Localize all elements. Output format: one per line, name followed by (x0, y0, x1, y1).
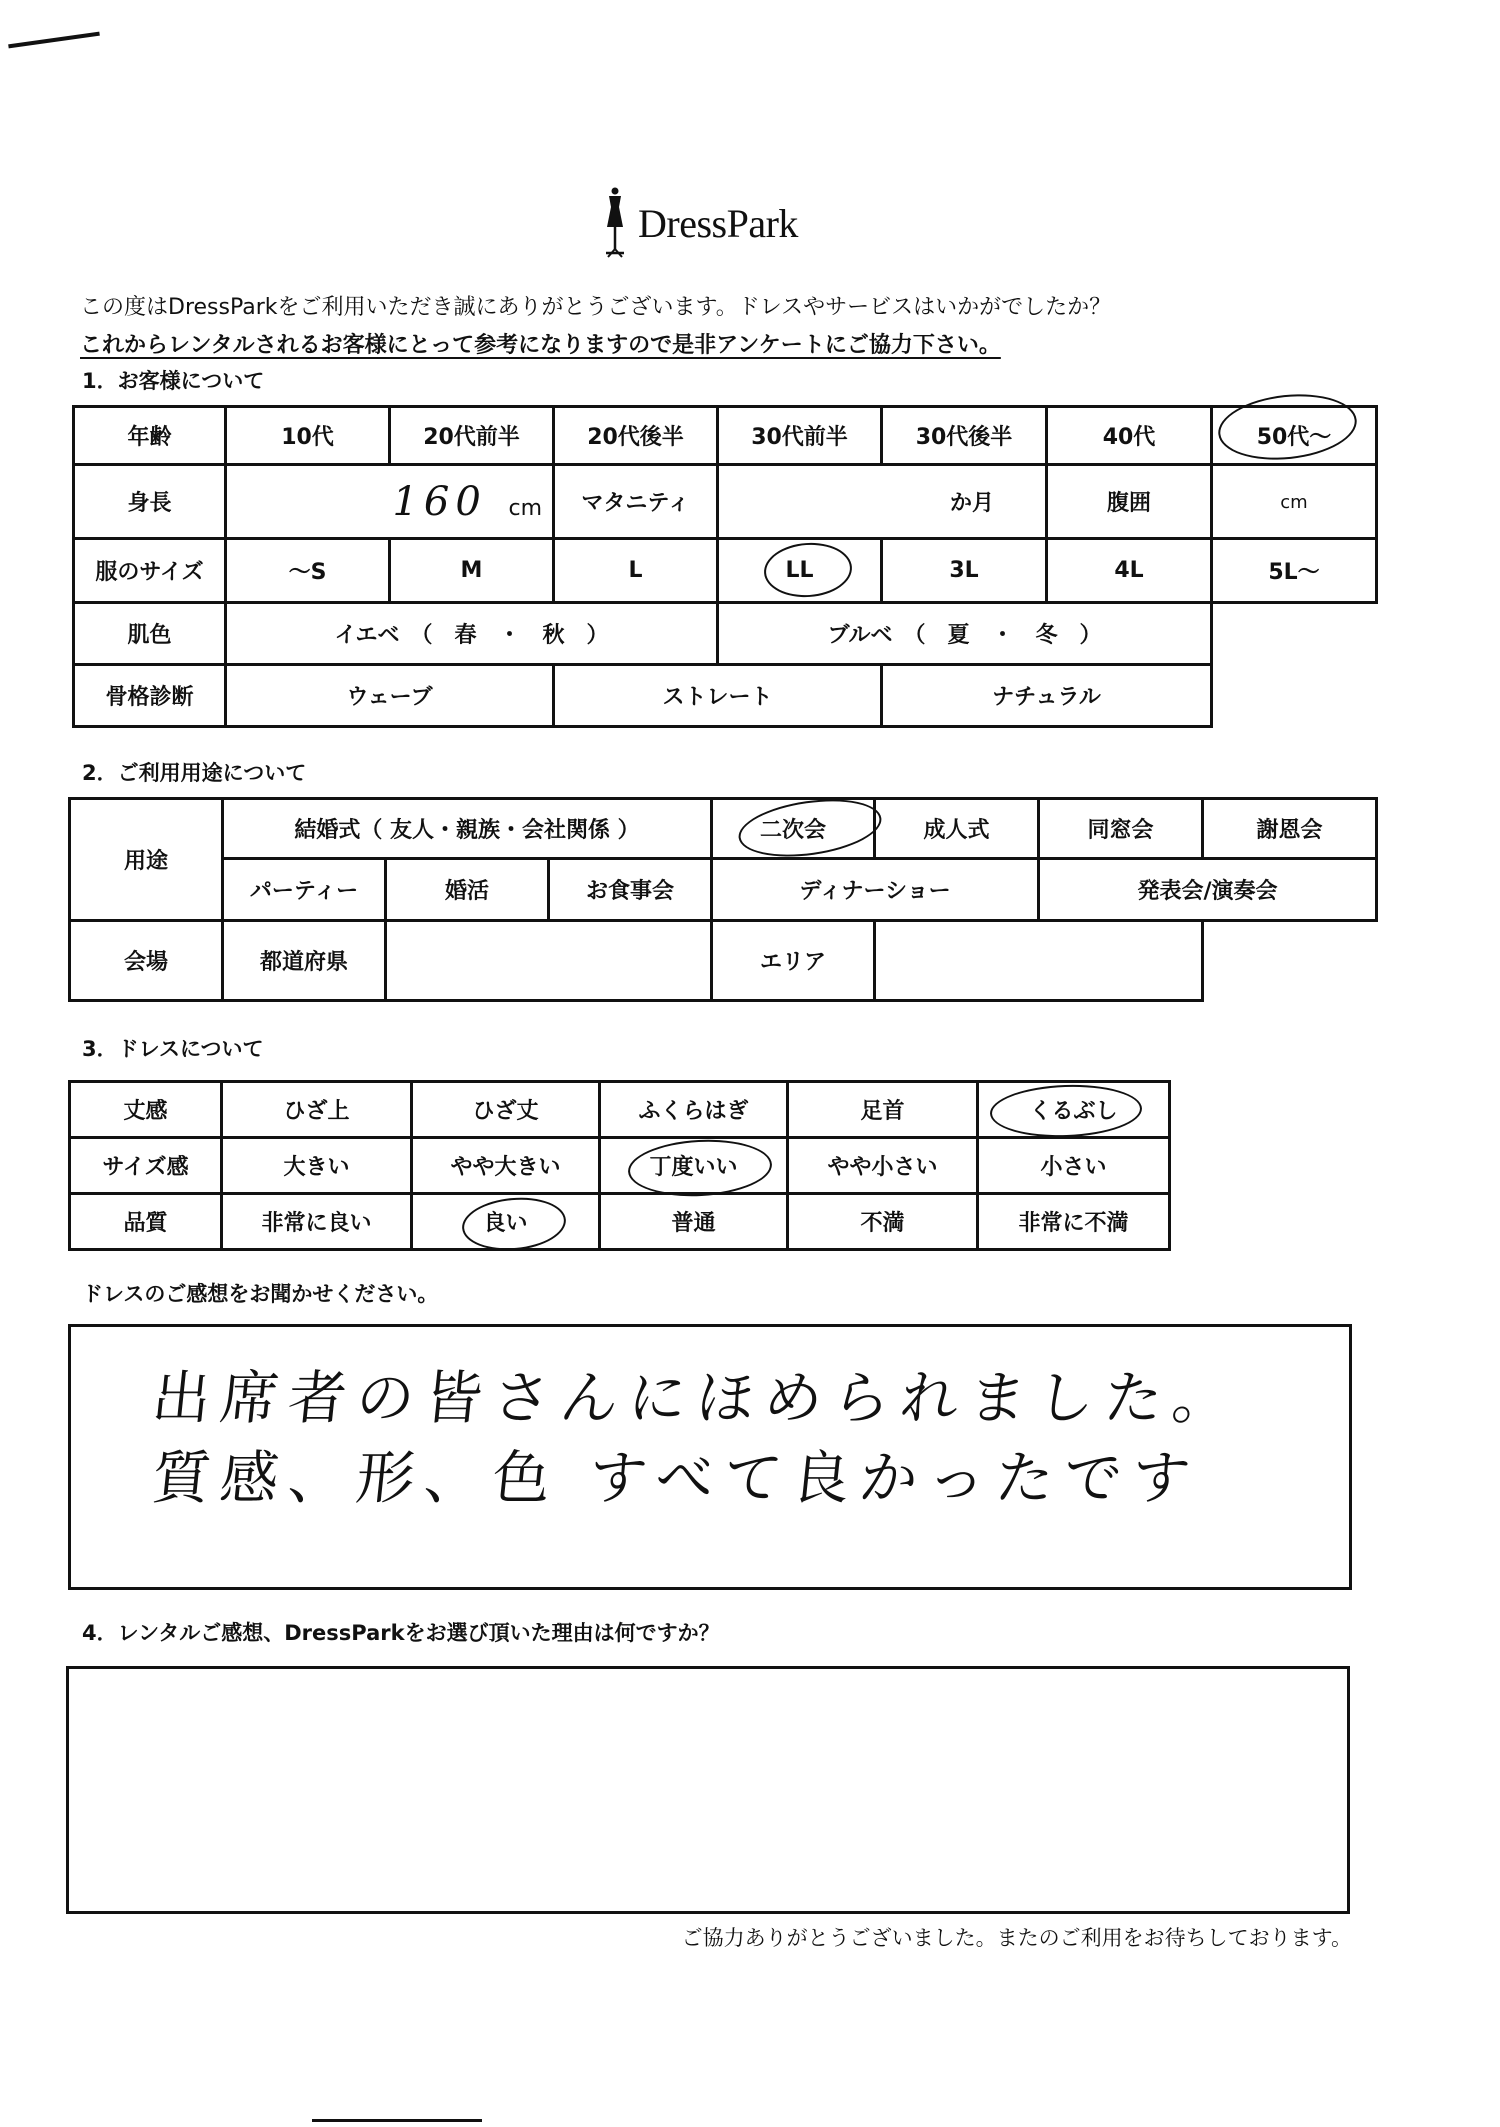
section-2-title: 2．ご利用用途について (82, 761, 307, 785)
maternity-field[interactable] (718, 465, 1047, 539)
age-option-selected[interactable]: 50代～ (1212, 407, 1377, 465)
size-option[interactable]: 5L～ (1212, 539, 1377, 603)
area-label: エリア (712, 921, 875, 1001)
skin-row (74, 603, 1377, 665)
size-option[interactable]: ～S (226, 539, 390, 603)
section-4-title: 4．レンタルご感想、DressParkをお選び頂いた理由は何ですか？ (82, 1621, 720, 1645)
intro-line-2: これからレンタルされるお客様にとって参考になりますので是非アンケートにご協力下さい。 (80, 333, 1001, 358)
length-option[interactable]: ふくらはぎ (600, 1082, 788, 1138)
length-label: 丈感 (70, 1082, 222, 1138)
purpose-option[interactable]: 婚活 (386, 859, 549, 921)
purpose-row-2 (70, 859, 1377, 921)
skin-label: 肌色 (74, 603, 226, 665)
size-option[interactable]: L (554, 539, 718, 603)
purpose-option-selected[interactable]: 二次会 (712, 799, 875, 859)
frame-option[interactable]: ナチュラル (882, 665, 1212, 727)
scan-mark-top (8, 32, 100, 49)
empty-cell (1212, 603, 1377, 665)
scan-mark-bottom (312, 2119, 482, 2122)
size-option[interactable]: 3L (882, 539, 1047, 603)
age-option[interactable]: 10代 (226, 407, 390, 465)
age-label: 年齢 (74, 407, 226, 465)
height-value: 160 (392, 478, 487, 525)
frame-label: 骨格診断 (74, 665, 226, 727)
quality-option[interactable]: 非常に良い (222, 1194, 412, 1250)
age-option[interactable]: 30代後半 (882, 407, 1047, 465)
waist-label: 腹囲 (1047, 465, 1212, 539)
empty-cell (1212, 665, 1377, 727)
impressions-line-1: 出席者の皆さんにほめられました。 (148, 1364, 1245, 1432)
purpose-option[interactable]: 成人式 (875, 799, 1039, 859)
age-option[interactable]: 30代前半 (718, 407, 882, 465)
skin-blue-option[interactable]: ブルベ （ 夏 ・ 冬 ） (718, 603, 1212, 665)
fit-option[interactable]: やや小さい (788, 1138, 978, 1194)
prefecture-label: 都道府県 (223, 921, 386, 1001)
empty-cell (1203, 921, 1377, 1001)
fit-row (70, 1138, 1170, 1194)
intro-line-1: この度はDressParkをご利用いただき誠にありがとうございます。ドレスやサービスはいかがでしたか？ (80, 295, 1112, 320)
size-option[interactable]: 4L (1047, 539, 1212, 603)
size-label: 服のサイズ (74, 539, 226, 603)
purpose-option[interactable]: お食事会 (549, 859, 712, 921)
brand-name: DressPark (638, 200, 798, 246)
size-row (74, 539, 1377, 603)
frame-option[interactable]: ウェーブ (226, 665, 554, 727)
frame-option[interactable]: ストレート (554, 665, 882, 727)
section-3-title: 3．ドレスについて (82, 1037, 264, 1061)
purpose-option[interactable]: パーティー (223, 859, 386, 921)
skin-yellow-option[interactable]: イエベ （ 春 ・ 秋 ） (226, 603, 718, 665)
height-field[interactable] (226, 465, 554, 539)
maternity-label: マタニティ (554, 465, 718, 539)
area-field[interactable] (875, 921, 1203, 1001)
dress-form-icon (600, 187, 630, 259)
usage-table (68, 797, 1378, 1002)
quality-option[interactable]: 非常に不満 (978, 1194, 1170, 1250)
age-option[interactable]: 20代前半 (390, 407, 554, 465)
venue-label: 会場 (70, 921, 223, 1001)
age-row (74, 407, 1377, 465)
quality-option[interactable]: 不満 (788, 1194, 978, 1250)
height-unit: cm (508, 495, 542, 521)
fit-option[interactable]: やや大きい (412, 1138, 600, 1194)
quality-row (70, 1194, 1170, 1250)
section-4-answer-box[interactable] (66, 1666, 1350, 1914)
purpose-option[interactable]: 同窓会 (1039, 799, 1203, 859)
length-option[interactable]: 足首 (788, 1082, 978, 1138)
age-option[interactable]: 20代後半 (554, 407, 718, 465)
quality-label: 品質 (70, 1194, 222, 1250)
frame-row (74, 665, 1377, 727)
prefecture-field[interactable] (386, 921, 712, 1001)
length-option[interactable]: ひざ上 (222, 1082, 412, 1138)
footer-thanks: ご協力ありがとうございました。またのご利用をお待ちしております。 (681, 1926, 1352, 1950)
age-option[interactable]: 40代 (1047, 407, 1212, 465)
fit-label: サイズ感 (70, 1138, 222, 1194)
quality-option-selected[interactable]: 良い (412, 1194, 600, 1250)
length-option-selected[interactable]: くるぶし (978, 1082, 1170, 1138)
waist-unit: cm (1280, 492, 1308, 513)
height-label: 身長 (74, 465, 226, 539)
purpose-option[interactable]: 発表会/演奏会 (1039, 859, 1377, 921)
purpose-option[interactable]: 謝恩会 (1203, 799, 1377, 859)
length-option[interactable]: ひざ丈 (412, 1082, 600, 1138)
fit-option[interactable]: 大きい (222, 1138, 412, 1194)
waist-field[interactable] (1212, 465, 1377, 539)
purpose-option[interactable]: ディナーショー (712, 859, 1039, 921)
customer-info-table (72, 405, 1378, 728)
size-option[interactable]: M (390, 539, 554, 603)
impressions-box[interactable] (68, 1324, 1352, 1590)
size-option-selected[interactable]: LL (718, 539, 882, 603)
purpose-option[interactable]: 結婚式（ 友人・親族・会社関係 ） (223, 799, 712, 859)
impressions-prompt: ドレスのご感想をお聞かせください。 (82, 1282, 439, 1306)
venue-row (70, 921, 1377, 1001)
purpose-label: 用途 (70, 799, 223, 921)
fit-option-selected[interactable]: 丁度いい (600, 1138, 788, 1194)
purpose-row-1 (70, 799, 1377, 859)
fit-option[interactable]: 小さい (978, 1138, 1170, 1194)
section-1-title: 1．お客様について (82, 369, 265, 393)
maternity-unit: か月 (949, 491, 994, 516)
height-row (74, 465, 1377, 539)
impressions-line-2: 質感、形、色 すべて良かったです (148, 1444, 1204, 1512)
brand-logo (600, 183, 840, 263)
quality-option[interactable]: 普通 (600, 1194, 788, 1250)
